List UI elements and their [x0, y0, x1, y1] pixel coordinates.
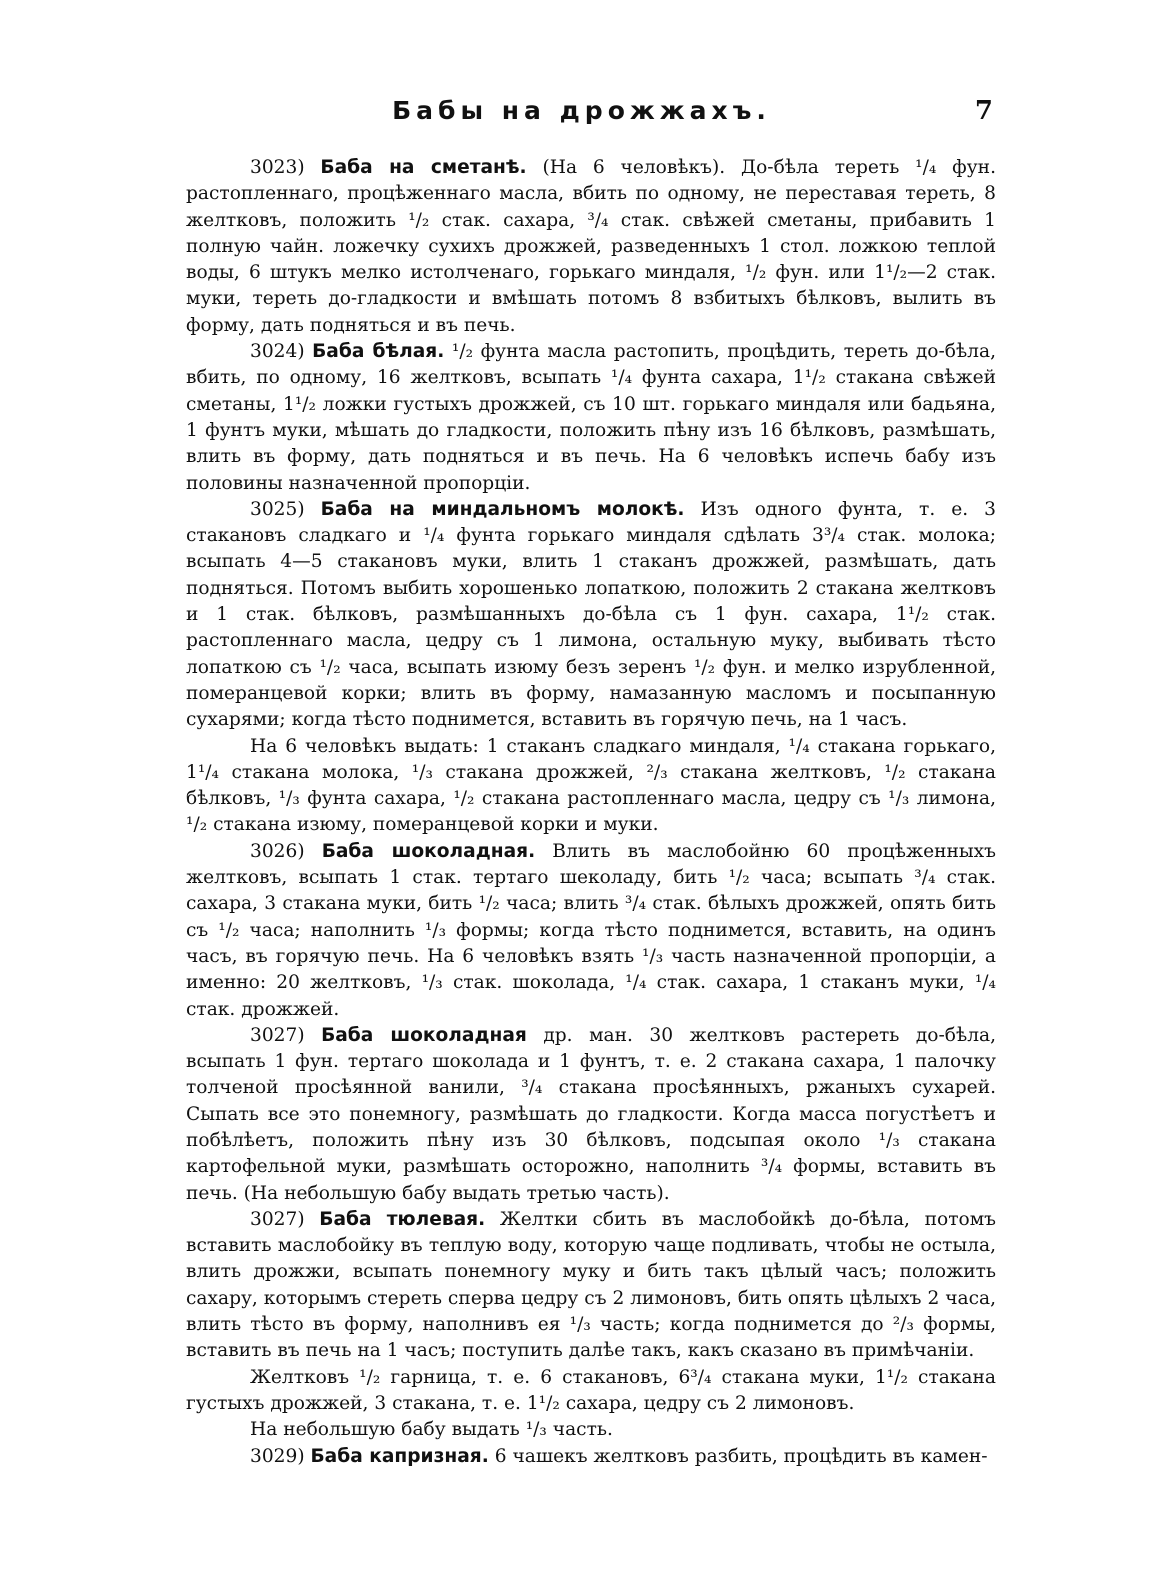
recipe-body: Влить въ маслобойню 60 процѣженныхъ желтковъ, всыпать 1 стак. тертаго шеколаду, бить ¹/₂ часа; всыпать ³/₄ стак. сахара, 3 стакана муки, бить ¹/₂ часа; влить ³/₄ стак. бѣлыхъ дрожжей, опять бить съ ¹/₂ часа; наполнить ¹/₃ формы; когда тѣсто поднимется, вставить, на одинъ часъ, въ горячую печь. На 6 человѣкъ взять ¹/₃ часть назначенной пропорціи, а именно: 20 желтковъ, ¹/₃ стак. шоколада, ¹/₄ стак. сахара, 1 стаканъ муки, ¹/₄ стак. дрожжей.: [186, 840, 996, 1020]
recipe-number: 3026): [250, 840, 305, 862]
recipe-body: На небольшую бабу выдать ¹/₃ часть.: [250, 1419, 613, 1441]
recipe-title: Баба шоколадная.: [321, 840, 536, 862]
recipe-body: др. ман. 30 желтковъ растереть до-бѣла, всыпать 1 фун. тертаго шоколада и 1 фунтъ, т. е. 2 стакана сахара, 1 палочку толченой просѣянной ванили, ³/₄ стакана просѣянныхъ, ржаныхъ сухарей. Сыпать все это понемногу, размѣшать до гладкости. Когда масса погустѣетъ и побѣлѣетъ, положить пѣну изъ 30 бѣлковъ, подсыпая около ¹/₃ стакана картофельной муки, размѣшать осторожно, наполнить ³/₄ формы, вставить въ печь. (На небольшую бабу выдать третью часть).: [186, 1024, 996, 1204]
recipe-paragraph: [186, 155, 996, 339]
recipe-number: 3027): [250, 1208, 305, 1230]
recipe-body: Желтки сбить въ маслобойкѣ до-бѣла, потомъ вставить маслобойку въ теплую воду, которую чаще подливать, чтобы не остыла, влить дрожжи, всыпать понемногу муку и бить такъ цѣлый часъ; положить сахару, которымъ стереть сперва цедру съ 2 лимоновъ, бить опять цѣлыхъ 2 часа, влить тѣсто въ форму, наполнивъ ея ¹/₃ часть; когда поднимется до ²/₃ формы, вставить въ печь на 1 часъ; поступить далѣе такъ, какъ сказано въ примѣчаніи.: [186, 1208, 997, 1362]
page-number: 7: [974, 96, 993, 126]
running-head: [0, 96, 1163, 136]
recipe-paragraph: [186, 1207, 996, 1365]
recipe-title: Баба на миндальномъ молокѣ.: [320, 498, 685, 520]
recipe-body: Изъ одного фунта, т. е. 3 стакановъ сладкаго и ¹/₄ фунта горькаго миндаля сдѣлать 3³/₄ стак. молока; всыпать 4—5 стакановъ муки, влить 1 стаканъ дрожжей, размѣшать, дать подняться. Потомъ выбить хорошенько лопаткою, положить 2 стакана желтковъ и 1 стак. бѣлковъ, размѣшанныхъ до-бѣла съ 1 фун. сахара, 1¹/₂ стак. растопленнаго масла, цедру съ 1 лимона, остальную муку, выбивать тѣсто лопаткою съ ¹/₂ часа, всыпать изюму безъ зеренъ ¹/₂ фун. и мелко изрубленной, померанцевой корки; влить въ форму, намазанную масломъ и посыпанную сухарями; когда тѣсто поднимется, вставить въ горячую печь, на 1 часъ.: [186, 498, 996, 731]
running-title: Бабы на дрожжахъ.: [392, 96, 771, 125]
recipe-paragraph: [186, 497, 996, 734]
recipe-number: 3025): [250, 498, 305, 520]
recipe-paragraph: [186, 1444, 996, 1470]
recipe-number: 3027): [250, 1024, 305, 1046]
recipe-title: Баба тюлевая.: [319, 1208, 486, 1230]
recipe-title: Баба шоколадная: [321, 1024, 527, 1046]
recipe-paragraph: [186, 839, 996, 1023]
recipe-title: Баба капризная.: [310, 1445, 489, 1467]
recipe-body: ¹/₂ фунта масла растопить, процѣдить, тереть до-бѣла, вбить, по одному, 16 желтковъ, всыпать ¹/₄ фунта сахара, 1¹/₂ стакана свѣжей сметаны, 1¹/₂ ложки густыхъ дрожжей, съ 10 шт. горькаго миндаля или бадьяна, 1 фунтъ муки, мѣшать до гладкости, положить пѣну изъ 16 бѣлковъ, размѣшать, влить въ форму, дать подняться и въ печь. На 6 человѣкъ испечь бабу изъ половины назначенной пропорціи.: [186, 341, 996, 494]
recipe-paragraph: [186, 339, 996, 497]
recipe-text-column: [186, 155, 996, 1470]
recipe-body: На 6 человѣкъ выдать: 1 стаканъ сладкаго миндаля, ¹/₄ стакана горькаго, 1¹/₄ стакана молока, ¹/₃ стакана дрожжей, ²/₃ стакана желтковъ, ¹/₂ стакана бѣлковъ, ¹/₃ фунта сахара, ¹/₂ стакана растопленнаго масла, цедру съ ¹/₃ лимона, ¹/₂ стакана изюму, померанцевой корки и муки.: [186, 735, 996, 836]
recipe-paragraph: [186, 1417, 996, 1443]
recipe-number: 3029): [250, 1445, 305, 1467]
recipe-title: Баба бѣлая.: [312, 341, 445, 363]
recipe-paragraph: [186, 1023, 996, 1207]
recipe-paragraph: [186, 734, 996, 839]
recipe-body: 6 чашекъ желтковъ разбить, процѣдить въ камен-: [494, 1445, 988, 1467]
recipe-paragraph: [186, 1365, 996, 1418]
recipe-body: (На 6 человѣкъ). До-бѣла тереть ¹/₄ фун. растопленнаго, процѣженнаго масла, вбить по одному, не переставая тереть, 8 желтковъ, положить ¹/₂ стак. сахара, ³/₄ стак. свѣжей сметаны, прибавить 1 полную чайн. ложечку сухихъ дрожжей, разведенныхъ 1 стол. ложкою теплой воды, 6 штукъ мелко истолченаго, горькаго миндаля, ¹/₂ фун. или 1¹/₂—2 стак. муки, тереть до-гладкости и вмѣшать потомъ 8 взбитыхъ бѣлковъ, вылить въ форму, дать подняться и въ печь.: [186, 157, 996, 336]
recipe-title: Баба на сметанѣ.: [320, 157, 527, 178]
recipe-number: 3023): [250, 157, 305, 178]
recipe-body: Желтковъ ¹/₂ гарница, т. е. 6 стакановъ, 6³/₄ стакана муки, 1¹/₂ стакана густыхъ дрожжей, 3 стакана, т. е. 1¹/₂ сахара, цедру съ 2 лимоновъ.: [186, 1366, 996, 1414]
recipe-number: 3024): [250, 341, 305, 363]
